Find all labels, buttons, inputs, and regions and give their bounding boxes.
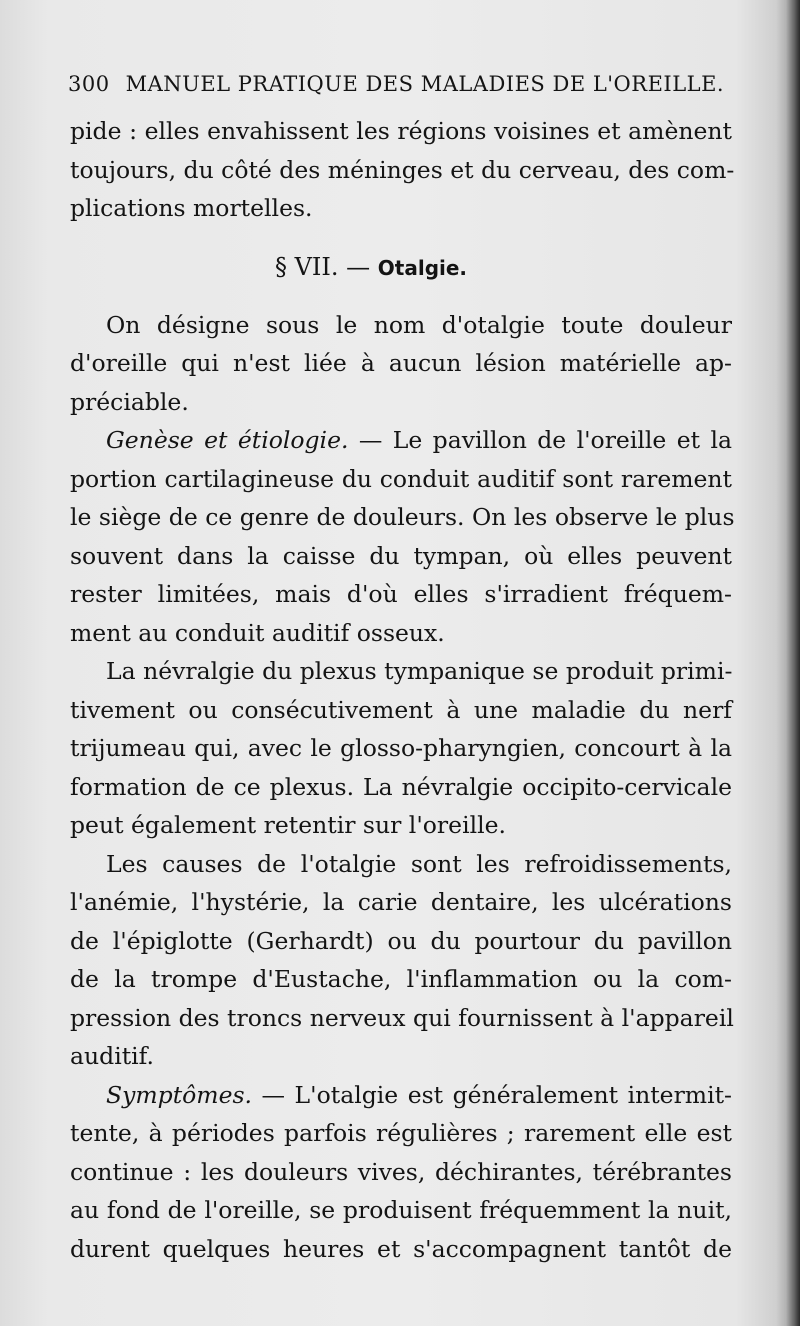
text-line: l'anémie, l'hystérie, la carie dentaire, les ulcérations xyxy=(70,888,732,916)
text-line: Les causes de l'otalgie sont les refroidissements, xyxy=(106,849,732,878)
subheading-symptomes: Symptômes. xyxy=(106,1080,253,1109)
text-line: On désigne sous le nom d'otalgie toute douleur xyxy=(106,310,732,339)
page-number: 300 xyxy=(68,72,110,96)
paragraph-lead-line xyxy=(70,421,732,460)
text-line: de l'épiglotte (Gerhardt) ou du pourtour du pavillon xyxy=(70,926,732,955)
text-line: portion cartilagineuse du conduit auditif sont rarement xyxy=(70,464,732,493)
subheading-genese: Genèse et étiologie. xyxy=(106,426,349,454)
spacer xyxy=(70,292,732,306)
text-line: au fond de l'oreille, se produisent fréquemment la nuit, xyxy=(70,1196,732,1224)
text-line: pression des troncs nerveux qui fournissent à l'appareil xyxy=(70,1003,734,1032)
paragraph-lead-line xyxy=(70,1076,732,1115)
section-heading xyxy=(70,242,732,292)
text-line: auditif. xyxy=(70,1042,154,1070)
text-line: peut également retentir sur l'oreille. xyxy=(70,811,507,839)
running-title: MANUEL PRATIQUE DES MALADIES DE L'OREILLE. xyxy=(125,72,725,96)
text-line: préciable. xyxy=(70,387,189,416)
text-line: tivement ou consécutivement à une maladie du nerf xyxy=(70,695,732,724)
text-line: pide : elles envahissent les régions voisines et amènent xyxy=(70,117,732,145)
section-number: § VII. — xyxy=(274,252,371,281)
text-line: de la trompe d'Eustache, l'inflammation ou la com- xyxy=(70,965,732,993)
running-header xyxy=(68,72,725,96)
body-text xyxy=(70,112,735,1268)
text-line: durent quelques heures et s'accompagnent tantôt de xyxy=(70,1234,732,1263)
text-line: ment au conduit auditif osseux. xyxy=(70,618,445,647)
spacer xyxy=(70,228,732,242)
text-line: rester limitées, mais d'où elles s'irradient fréquem- xyxy=(70,580,732,608)
text-line: trijumeau qui, avec le glosso-pharyngien, concourt à la xyxy=(70,734,732,762)
text-line: La névralgie du plexus tympanique se produit primi- xyxy=(106,657,733,685)
text-line: tente, à périodes parfois régulières ; rarement elle est xyxy=(70,1119,732,1147)
text-fragment: — Le pavillon de l'oreille et la xyxy=(358,426,732,454)
section-title: Otalgie. xyxy=(377,255,468,280)
text-line: d'oreille qui n'est liée à aucun lésion matérielle ap- xyxy=(70,349,732,377)
text-fragment: — L'otalgie est généralement intermit- xyxy=(261,1080,732,1109)
text-line: souvent dans la caisse du tympan, où elles peuvent xyxy=(70,541,732,570)
text-line: formation de ce plexus. La névralgie occipito-cervicale xyxy=(70,772,732,801)
text-line: toujours, du côté des méninges et du cerveau, des com- xyxy=(70,155,735,184)
text-line: continue : les douleurs vives, déchirantes, térébrantes xyxy=(70,1157,732,1186)
text-line: le siège de ce genre de douleurs. On les observe le plus xyxy=(70,503,735,531)
text-line: plications mortelles. xyxy=(70,194,313,222)
page-edge-shadow xyxy=(786,0,800,1326)
